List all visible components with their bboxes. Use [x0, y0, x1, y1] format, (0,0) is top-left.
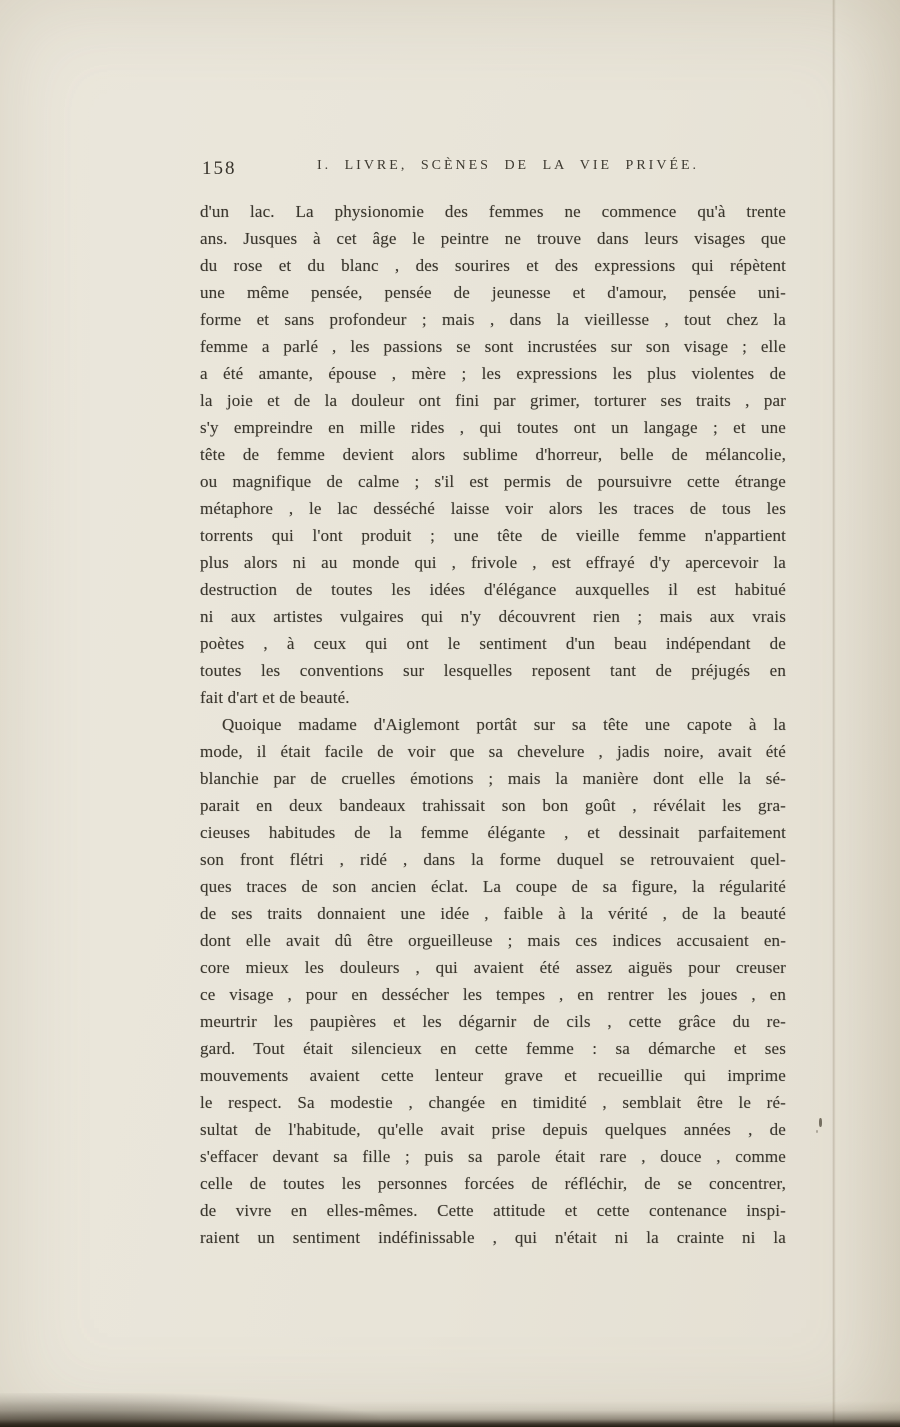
text-line: de ses traits donnaient une idée , faible à la vérité , de la beauté: [200, 904, 786, 923]
text-line: Quoique madame d'Aiglemont portât sur sa tête une capote à la: [222, 715, 786, 734]
text-line: de vivre en elles-mêmes. Cette attitude et cette contenance inspi-: [200, 1201, 786, 1220]
text-line: blanchie par de cruelles émotions ; mais la manière dont elle la sé-: [200, 769, 786, 788]
text-block: [200, 198, 786, 1251]
text-line: tête de femme devient alors sublime d'horreur, belle de mélancolie,: [200, 445, 786, 464]
text-line: ans. Jusques à cet âge le peintre ne trouve dans leurs visages que: [200, 229, 786, 248]
page-number: 158: [202, 158, 237, 179]
text-line: s'y empreindre en mille rides , qui toutes ont un langage ; et une: [200, 418, 786, 437]
text-line: poètes , à ceux qui ont le sentiment d'un beau indépendant de: [200, 634, 786, 653]
text-line: d'un lac. La physionomie des femmes ne commence qu'à trente: [200, 202, 786, 221]
text-line: parait en deux bandeaux trahissait son bon goût , révélait les gra-: [200, 796, 786, 815]
text-line: ce visage , pour en dessécher les tempes , en rentrer les joues , en: [200, 985, 786, 1004]
right-edge-shade: [836, 0, 900, 1427]
text-line: son front flétri , ridé , dans la forme duquel se retrouvaient quel-: [200, 850, 786, 869]
text-line: destruction de toutes les idées d'élégance auxquelles il est habitué: [200, 580, 786, 599]
text-line: meurtrir les paupières et les dégarnir de cils , cette grâce du re-: [200, 1012, 786, 1031]
page-content: [200, 158, 786, 1251]
text-line: toutes les conventions sur lesquelles reposent tant de préjugés en: [200, 661, 786, 680]
text-line: plus alors ni au monde qui , frivole , est effrayé d'y apercevoir la: [200, 553, 786, 572]
text-line: la joie et de la douleur ont fini par grimer, torturer ses traits , par: [200, 391, 786, 410]
text-line: core mieux les douleurs , qui avaient été assez aiguës pour creuser: [200, 958, 786, 977]
ink-speck: [819, 1118, 822, 1127]
text-line: celle de toutes les personnes forcées de réfléchir, de se concentrer,: [200, 1174, 786, 1193]
running-title: I. LIVRE, SCÈNES DE LA VIE PRIVÉE.: [316, 158, 700, 173]
text-line: ni aux artistes vulgaires qui n'y découvrent rien ; mais aux vrais: [200, 607, 786, 626]
text-line: sultat de l'habitude, qu'elle avait prise depuis quelques années , de: [200, 1120, 786, 1139]
text-line: une même pensée, pensée de jeunesse et d'amour, pensée uni-: [200, 283, 786, 302]
text-line: cieuses habitudes de la femme élégante , et dessinait parfaitement: [200, 823, 786, 842]
text-line: a été amante, épouse , mère ; les expressions les plus violentes de: [200, 364, 786, 383]
text-line: forme et sans profondeur ; mais , dans la vieillesse , tout chez la: [200, 310, 786, 329]
text-line: raient un sentiment indéfinissable , qui n'était ni la crainte ni la: [200, 1228, 786, 1247]
text-line: métaphore , le lac desséché laisse voir alors les traces de tous les: [200, 499, 786, 518]
ink-speck: [816, 1130, 818, 1133]
text-line: le respect. Sa modestie , changée en timidité , semblait être le ré-: [200, 1093, 786, 1112]
page-header: [200, 158, 786, 184]
text-line: gard. Tout était silencieux en cette femme : sa démarche et ses: [200, 1039, 786, 1058]
text-line: torrents qui l'ont produit ; une tête de vieille femme n'appartient: [200, 526, 786, 545]
text-line: femme a parlé , les passions se sont incrustées sur son visage ; elle: [200, 337, 786, 356]
text-line: s'effacer devant sa fille ; puis sa parole était rare , douce , comme: [200, 1147, 786, 1166]
paragraph: [200, 198, 786, 711]
paragraph: [200, 711, 786, 1251]
text-line: mouvements avaient cette lenteur grave et recueillie qui imprime: [200, 1066, 786, 1085]
text-line: ou magnifique de calme ; s'il est permis de poursuivre cette étrange: [200, 472, 786, 491]
text-line: dont elle avait dû être orgueilleuse ; mais ces indices accusaient en-: [200, 931, 786, 950]
text-line: mode, il était facile de voir que sa chevelure , jadis noire, avait été: [200, 742, 786, 761]
text-line: du rose et du blanc , des sourires et des expressions qui répètent: [200, 256, 786, 275]
text-line: ques traces de son ancien éclat. La coupe de sa figure, la régularité: [200, 877, 786, 896]
bottom-left-shadow: [0, 1393, 380, 1427]
text-line: fait d'art et de beauté.: [200, 688, 350, 707]
